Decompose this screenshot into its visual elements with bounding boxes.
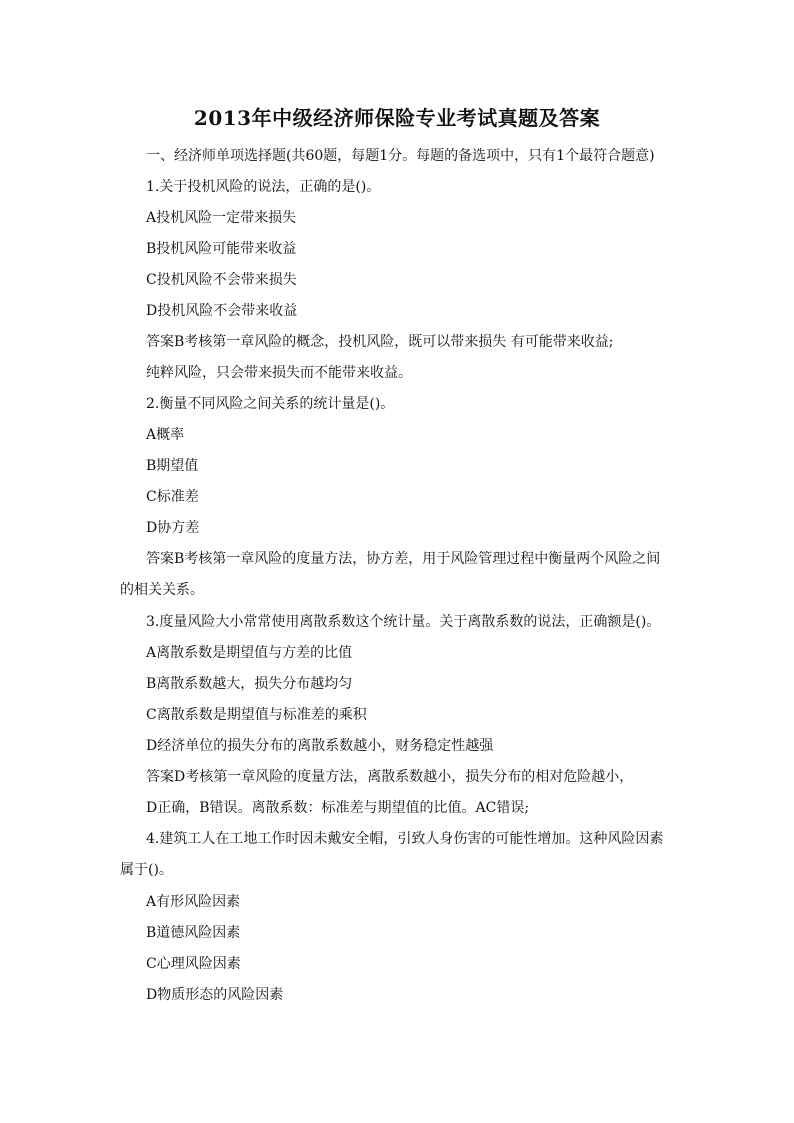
question-1-option-d: D投机风险不会带来收益 (146, 303, 298, 319)
question-1-stem: 1.关于投机风险的说法，正确的是()。 (146, 179, 381, 195)
question-4-stem: 4.建筑工人在工地工作时因未戴安全帽，引致人身伤害的可能性增加。这种风险因素 (146, 831, 664, 847)
question-4-option-d: D物质形态的风险因素 (146, 987, 284, 1003)
question-3-stem: 3.度量风险大小常常使用离散系数这个统计量。关于离散系数的说法，正确额是()。 (146, 614, 661, 630)
question-3-option-d: D经济单位的损失分布的离散系数越小，财务稳定性越强 (146, 738, 494, 754)
question-1-answer: 答案B考核第一章风险的概念，投机风险，既可以带来损失 有可能带来收益; (146, 334, 614, 350)
question-4-option-b: B道德风险因素 (146, 925, 241, 941)
question-1-option-b: B投机风险可能带来收益 (146, 241, 297, 257)
question-2-stem: 2.衡量不同风险之间关系的统计量是()。 (146, 396, 395, 412)
question-1-answer-continued: 纯粹风险，只会带来损失而不能带来收益。 (146, 365, 412, 381)
question-1-option-a: A投机风险一定带来损失 (146, 210, 297, 226)
question-3-option-b: B离散系数越大，损失分布越均匀 (146, 676, 353, 692)
question-4-stem-continued: 属于()。 (120, 862, 173, 878)
question-3-option-c: C离散系数是期望值与标准差的乘积 (146, 707, 367, 723)
question-3-option-a: A离散系数是期望值与方差的比值 (146, 645, 353, 661)
question-3-answer-continued: D正确，B错误。离散系数：标准差与期望值的比值。AC错误; (146, 800, 530, 816)
section-heading: 一、经济师单项选择题(共60题，每题1分。每题的备选项中，只有1个最符合题意) (146, 148, 655, 164)
question-2-option-b: B期望值 (146, 458, 199, 474)
question-4-option-c: C心理风险因素 (146, 956, 241, 972)
question-2-answer-continued: 的相关关系。 (120, 582, 204, 598)
question-1-option-c: C投机风险不会带来损失 (146, 272, 297, 288)
question-2-answer: 答案B考核第一章风险的度量方法，协方差，用于风险管理过程中衡量两个风险之间 (146, 551, 661, 567)
question-2-option-c: C标准差 (146, 489, 199, 505)
question-4-option-a: A有形风险因素 (146, 894, 241, 910)
question-2-option-d: D协方差 (146, 520, 200, 536)
document-title: 2013年中级经济师保险专业考试真题及答案 (193, 106, 601, 130)
question-3-answer: 答案D考核第一章风险的度量方法，离散系数越小，损失分布的相对危险越小， (146, 769, 634, 785)
question-2-option-a: A概率 (146, 427, 185, 443)
